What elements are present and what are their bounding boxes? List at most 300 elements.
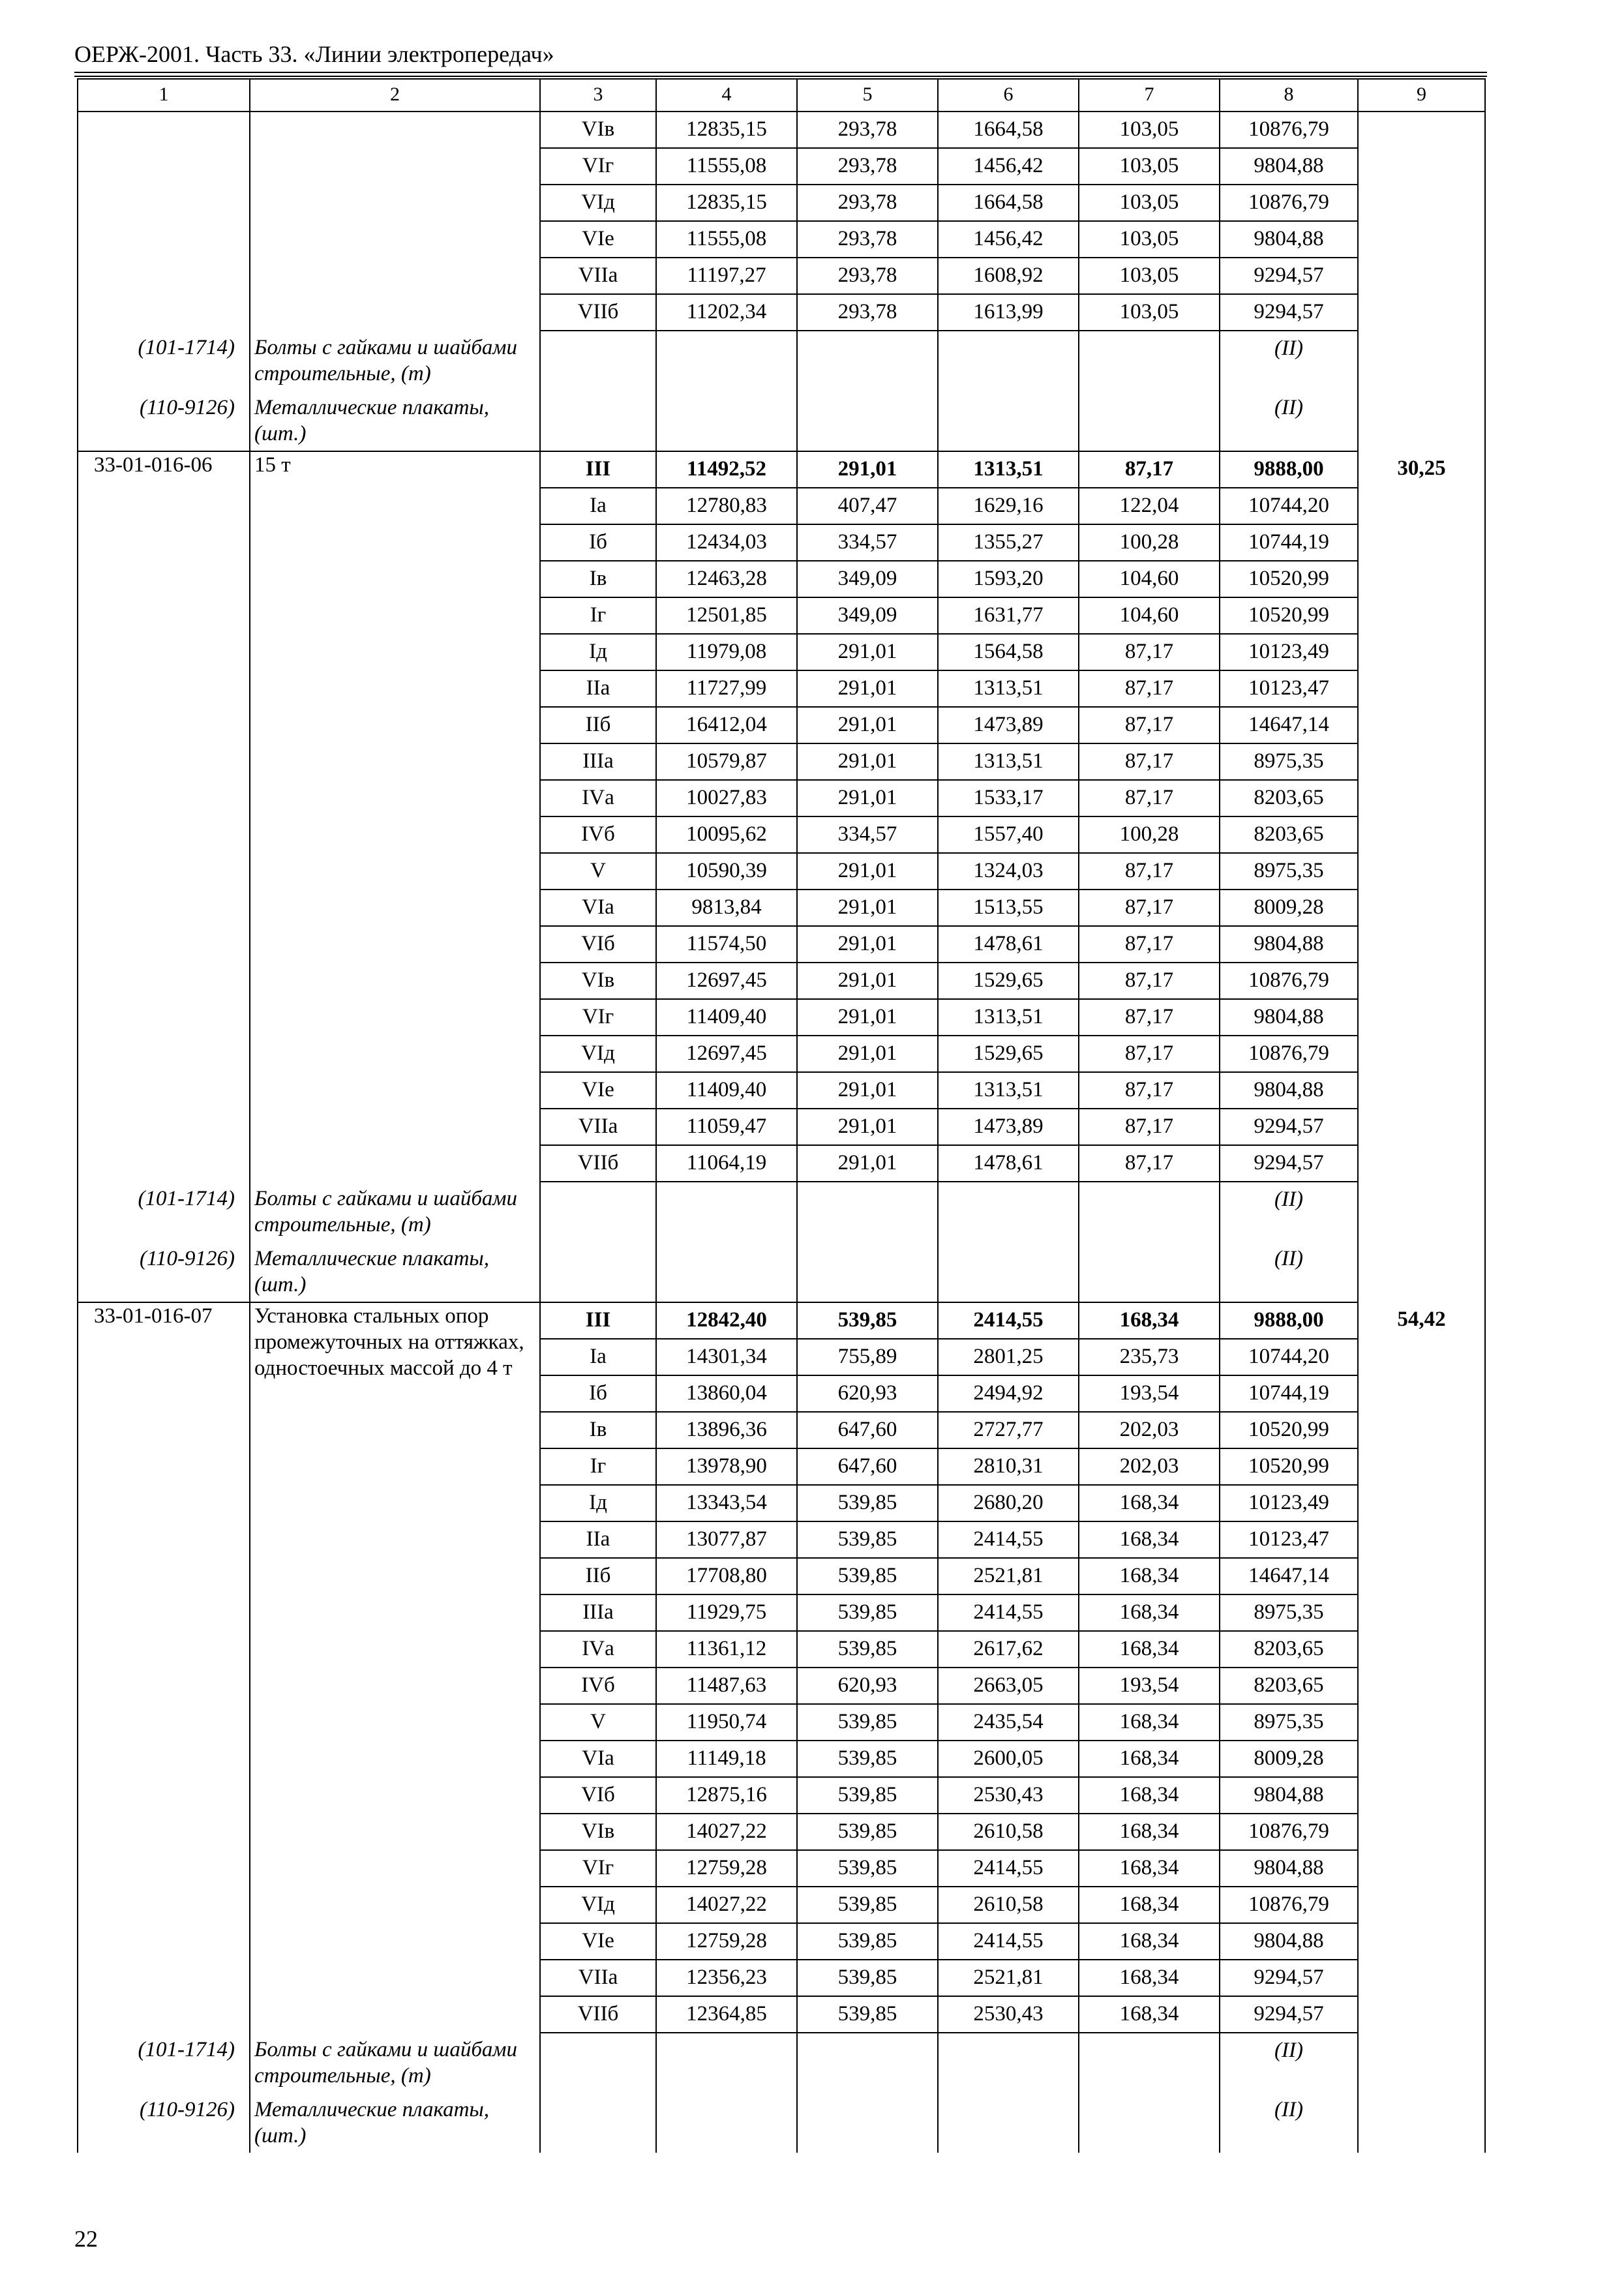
cell-col-5: 349,09 <box>797 597 938 634</box>
cell-col-4: 11202,34 <box>656 294 797 331</box>
cell-col-4: 11727,99 <box>656 670 797 707</box>
cell-col-6: 2680,20 <box>938 1485 1079 1521</box>
cell-col-7: 87,17 <box>1079 1109 1220 1145</box>
cell-col-8: 9294,57 <box>1220 294 1358 331</box>
empty-cell-col-3 <box>540 391 656 451</box>
cell-col-4: 16412,04 <box>656 707 797 743</box>
cell-col-7: 168,34 <box>1079 1923 1220 1960</box>
cell-col-3: VIа <box>540 1741 656 1777</box>
cell-col-3: IIIа <box>540 1594 656 1631</box>
rate-code: 33-01-016-06 <box>78 451 250 1182</box>
cell-col-5: 293,78 <box>797 294 938 331</box>
empty-cell-col-6 <box>938 331 1079 391</box>
cell-col-6: 1313,51 <box>938 999 1079 1036</box>
cell-col-3: Iг <box>540 597 656 634</box>
cell-col-6: 1529,65 <box>938 963 1079 999</box>
cell-col-5: 539,85 <box>797 1960 938 1996</box>
cell-col-7: 87,17 <box>1079 890 1220 926</box>
cell-col-3: VIв <box>540 112 656 148</box>
cell-col-5: 291,01 <box>797 926 938 963</box>
column-header-5: 5 <box>797 79 938 112</box>
cell-col-3: IIа <box>540 670 656 707</box>
column-header-1: 1 <box>78 79 250 112</box>
cell-col-5: 539,85 <box>797 1594 938 1631</box>
cell-col-5: 334,57 <box>797 816 938 853</box>
labor-cost: 54,42 <box>1358 1302 1485 2153</box>
material-row <box>78 331 1485 391</box>
cell-col-8: 9888,00 <box>1220 1302 1358 1339</box>
cell-col-8: 8975,35 <box>1220 1704 1358 1741</box>
cell-col-8: 9294,57 <box>1220 1996 1358 2033</box>
cell-col-6: 1608,92 <box>938 258 1079 294</box>
cell-col-4: 11361,12 <box>656 1631 797 1668</box>
cell-col-3: Iб <box>540 1375 656 1412</box>
cell-col-8: 10876,79 <box>1220 112 1358 148</box>
cell-col-8: 9804,88 <box>1220 221 1358 258</box>
cell-col-5: 293,78 <box>797 258 938 294</box>
table-row <box>78 451 1485 488</box>
cell-col-3: Iб <box>540 524 656 561</box>
cell-col-7: 168,34 <box>1079 1777 1220 1814</box>
cell-col-4: 12835,15 <box>656 185 797 221</box>
cell-col-6: 1313,51 <box>938 1072 1079 1109</box>
cell-col-5: 291,01 <box>797 743 938 780</box>
page-number: 22 <box>74 2226 98 2252</box>
cell-col-3: V <box>540 1704 656 1741</box>
cell-col-5: 291,01 <box>797 1036 938 1072</box>
header-rule <box>74 72 1487 73</box>
cell-col-6: 2414,55 <box>938 1521 1079 1558</box>
cell-col-6: 1313,51 <box>938 743 1079 780</box>
cell-col-8: 10876,79 <box>1220 1887 1358 1923</box>
cell-col-8: 8975,35 <box>1220 1594 1358 1631</box>
cell-col-4: 12759,28 <box>656 1923 797 1960</box>
cell-col-3: VIб <box>540 1777 656 1814</box>
column-header-4: 4 <box>656 79 797 112</box>
cell-col-6: 2414,55 <box>938 1923 1079 1960</box>
cell-col-4: 11409,40 <box>656 1072 797 1109</box>
cell-col-5: 539,85 <box>797 1485 938 1521</box>
cell-col-4: 11950,74 <box>656 1704 797 1741</box>
cell-col-8: 9294,57 <box>1220 258 1358 294</box>
cell-col-7: 104,60 <box>1079 597 1220 634</box>
cell-col-7: 87,17 <box>1079 999 1220 1036</box>
cell-col-4: 13978,90 <box>656 1448 797 1485</box>
labor-cost <box>1358 112 1485 451</box>
cell-col-3: VIе <box>540 1072 656 1109</box>
material-name: Болты с гайками и шайбами строительные, (т) <box>250 1182 540 1242</box>
cell-col-5: 539,85 <box>797 1923 938 1960</box>
cell-col-5: 539,85 <box>797 1558 938 1594</box>
column-header-6: 6 <box>938 79 1079 112</box>
cell-col-4: 11409,40 <box>656 999 797 1036</box>
empty-cell-col-5 <box>797 1182 938 1242</box>
cell-col-7: 168,34 <box>1079 1485 1220 1521</box>
cell-col-4: 10027,83 <box>656 780 797 816</box>
empty-cell-col-3 <box>540 331 656 391</box>
rate-name <box>250 112 540 331</box>
table-header <box>78 79 1485 112</box>
table-row <box>78 112 1485 148</box>
cell-col-4: 14301,34 <box>656 1339 797 1375</box>
cell-col-3: Iа <box>540 1339 656 1375</box>
cell-col-7: 202,03 <box>1079 1448 1220 1485</box>
empty-cell-col-7 <box>1079 2033 1220 2093</box>
cell-col-3: IVб <box>540 816 656 853</box>
table-body <box>78 112 1485 2153</box>
empty-cell-col-7 <box>1079 331 1220 391</box>
cell-col-6: 1313,51 <box>938 451 1079 488</box>
cell-col-8: 8203,65 <box>1220 780 1358 816</box>
page-header-title: ОЕРЖ-2001. Часть 33. «Линии электропередач» <box>74 41 554 67</box>
cell-col-5: 407,47 <box>797 488 938 524</box>
cell-col-6: 1564,58 <box>938 634 1079 670</box>
rates-table <box>77 78 1486 2153</box>
cell-col-6: 2600,05 <box>938 1741 1079 1777</box>
cell-col-8: 9804,88 <box>1220 1072 1358 1109</box>
cell-col-8: 10744,20 <box>1220 1339 1358 1375</box>
material-index: (II) <box>1220 2093 1358 2153</box>
cell-col-6: 1456,42 <box>938 221 1079 258</box>
cell-col-7: 103,05 <box>1079 258 1220 294</box>
material-name: Металлические плакаты, (шт.) <box>250 391 540 451</box>
cell-col-3: VIе <box>540 1923 656 1960</box>
cell-col-5: 539,85 <box>797 1996 938 2033</box>
cell-col-5: 291,01 <box>797 999 938 1036</box>
empty-cell-col-6 <box>938 1182 1079 1242</box>
cell-col-3: VIв <box>540 1814 656 1850</box>
cell-col-6: 1613,99 <box>938 294 1079 331</box>
material-name: Болты с гайками и шайбами строительные, (т) <box>250 331 540 391</box>
empty-cell-col-3 <box>540 1242 656 1302</box>
empty-cell-col-4 <box>656 391 797 451</box>
cell-col-6: 1664,58 <box>938 112 1079 148</box>
column-header-2: 2 <box>250 79 540 112</box>
cell-col-5: 291,01 <box>797 1072 938 1109</box>
cell-col-5: 293,78 <box>797 221 938 258</box>
cell-col-3: IVа <box>540 780 656 816</box>
cell-col-3: IIб <box>540 707 656 743</box>
cell-col-6: 1478,61 <box>938 1145 1079 1182</box>
cell-col-8: 10123,47 <box>1220 1521 1358 1558</box>
cell-col-7: 103,05 <box>1079 221 1220 258</box>
cell-col-7: 168,34 <box>1079 1814 1220 1850</box>
cell-col-6: 2801,25 <box>938 1339 1079 1375</box>
cell-col-5: 291,01 <box>797 670 938 707</box>
cell-col-7: 87,17 <box>1079 707 1220 743</box>
cell-col-3: VIIа <box>540 258 656 294</box>
empty-cell-col-7 <box>1079 1242 1220 1302</box>
cell-col-5: 539,85 <box>797 1631 938 1668</box>
cell-col-8: 9804,88 <box>1220 1923 1358 1960</box>
cell-col-7: 103,05 <box>1079 185 1220 221</box>
cell-col-8: 9888,00 <box>1220 451 1358 488</box>
cell-col-3: III <box>540 1302 656 1339</box>
material-code: (110-9126) <box>78 1242 250 1302</box>
cell-col-4: 13860,04 <box>656 1375 797 1412</box>
cell-col-4: 12364,85 <box>656 1996 797 2033</box>
cell-col-3: IVб <box>540 1668 656 1704</box>
cell-col-7: 87,17 <box>1079 451 1220 488</box>
cell-col-5: 620,93 <box>797 1668 938 1704</box>
cell-col-5: 647,60 <box>797 1448 938 1485</box>
cell-col-6: 1631,77 <box>938 597 1079 634</box>
cell-col-7: 168,34 <box>1079 1631 1220 1668</box>
cell-col-7: 87,17 <box>1079 853 1220 890</box>
cell-col-8: 10520,99 <box>1220 561 1358 597</box>
cell-col-4: 12501,85 <box>656 597 797 634</box>
cell-col-3: VIд <box>540 1036 656 1072</box>
cell-col-6: 1355,27 <box>938 524 1079 561</box>
cell-col-3: V <box>540 853 656 890</box>
cell-col-4: 12434,03 <box>656 524 797 561</box>
cell-col-3: VIIа <box>540 1960 656 1996</box>
cell-col-4: 12759,28 <box>656 1850 797 1887</box>
material-index: (II) <box>1220 1182 1358 1242</box>
cell-col-8: 9804,88 <box>1220 1850 1358 1887</box>
cell-col-7: 104,60 <box>1079 561 1220 597</box>
cell-col-6: 1456,42 <box>938 148 1079 185</box>
material-code: (110-9126) <box>78 391 250 451</box>
material-code: (101-1714) <box>78 1182 250 1242</box>
cell-col-4: 11149,18 <box>656 1741 797 1777</box>
material-index: (II) <box>1220 2033 1358 2093</box>
cell-col-4: 12697,45 <box>656 963 797 999</box>
cell-col-8: 9804,88 <box>1220 148 1358 185</box>
empty-cell-col-7 <box>1079 391 1220 451</box>
cell-col-3: Iв <box>540 561 656 597</box>
table-row <box>78 1302 1485 1339</box>
empty-cell-col-6 <box>938 391 1079 451</box>
cell-col-7: 168,34 <box>1079 1594 1220 1631</box>
cell-col-7: 235,73 <box>1079 1339 1220 1375</box>
empty-cell-col-7 <box>1079 1182 1220 1242</box>
labor-cost: 30,25 <box>1358 451 1485 1302</box>
cell-col-5: 539,85 <box>797 1741 938 1777</box>
cell-col-4: 14027,22 <box>656 1814 797 1850</box>
cell-col-3: Iд <box>540 634 656 670</box>
material-row <box>78 1182 1485 1242</box>
empty-cell-col-4 <box>656 1182 797 1242</box>
cell-col-3: VIд <box>540 185 656 221</box>
cell-col-7: 87,17 <box>1079 780 1220 816</box>
cell-col-6: 1529,65 <box>938 1036 1079 1072</box>
material-code: (101-1714) <box>78 331 250 391</box>
cell-col-7: 168,34 <box>1079 1521 1220 1558</box>
cell-col-5: 539,85 <box>797 1302 938 1339</box>
cell-col-6: 2414,55 <box>938 1850 1079 1887</box>
empty-cell-col-7 <box>1079 2093 1220 2153</box>
cell-col-3: III <box>540 451 656 488</box>
cell-col-6: 1478,61 <box>938 926 1079 963</box>
cell-col-5: 539,85 <box>797 1777 938 1814</box>
cell-col-5: 291,01 <box>797 780 938 816</box>
material-row <box>78 391 1485 451</box>
cell-col-7: 87,17 <box>1079 743 1220 780</box>
cell-col-4: 11064,19 <box>656 1145 797 1182</box>
cell-col-4: 11492,52 <box>656 451 797 488</box>
cell-col-7: 168,34 <box>1079 1741 1220 1777</box>
cell-col-8: 9294,57 <box>1220 1960 1358 1996</box>
cell-col-8: 10876,79 <box>1220 1036 1358 1072</box>
cell-col-6: 2414,55 <box>938 1594 1079 1631</box>
cell-col-5: 291,01 <box>797 963 938 999</box>
cell-col-3: Iа <box>540 488 656 524</box>
material-row <box>78 2093 1485 2153</box>
rate-code <box>78 112 250 331</box>
empty-cell-col-3 <box>540 1182 656 1242</box>
cell-col-5: 291,01 <box>797 707 938 743</box>
empty-cell-col-4 <box>656 1242 797 1302</box>
empty-cell-col-3 <box>540 2033 656 2093</box>
cell-col-7: 87,17 <box>1079 670 1220 707</box>
empty-cell-col-6 <box>938 2033 1079 2093</box>
rate-name: Установка стальных опор промежуточных на оттяжках, одностоечных массой до 4 т <box>250 1302 540 2033</box>
empty-cell-col-4 <box>656 2093 797 2153</box>
cell-col-5: 539,85 <box>797 1850 938 1887</box>
cell-col-7: 168,34 <box>1079 1302 1220 1339</box>
cell-col-8: 10123,47 <box>1220 670 1358 707</box>
empty-cell-col-6 <box>938 2093 1079 2153</box>
rate-code: 33-01-016-07 <box>78 1302 250 2033</box>
cell-col-3: VIг <box>540 1850 656 1887</box>
cell-col-4: 11929,75 <box>656 1594 797 1631</box>
cell-col-6: 1629,16 <box>938 488 1079 524</box>
cell-col-7: 87,17 <box>1079 926 1220 963</box>
cell-col-4: 12835,15 <box>656 112 797 148</box>
cell-col-6: 2810,31 <box>938 1448 1079 1485</box>
cell-col-7: 87,17 <box>1079 963 1220 999</box>
empty-cell-col-5 <box>797 2033 938 2093</box>
cell-col-6: 2494,92 <box>938 1375 1079 1412</box>
cell-col-4: 9813,84 <box>656 890 797 926</box>
cell-col-4: 11979,08 <box>656 634 797 670</box>
cell-col-7: 168,34 <box>1079 1850 1220 1887</box>
cell-col-7: 87,17 <box>1079 1036 1220 1072</box>
cell-col-6: 1324,03 <box>938 853 1079 890</box>
cell-col-5: 539,85 <box>797 1887 938 1923</box>
cell-col-8: 8203,65 <box>1220 1668 1358 1704</box>
cell-col-4: 10095,62 <box>656 816 797 853</box>
cell-col-4: 12875,16 <box>656 1777 797 1814</box>
cell-col-3: Iд <box>540 1485 656 1521</box>
cell-col-7: 103,05 <box>1079 112 1220 148</box>
cell-col-8: 10744,19 <box>1220 1375 1358 1412</box>
cell-col-8: 8975,35 <box>1220 853 1358 890</box>
material-name: Болты с гайками и шайбами строительные, (т) <box>250 2033 540 2093</box>
cell-col-6: 2414,55 <box>938 1302 1079 1339</box>
cell-col-7: 122,04 <box>1079 488 1220 524</box>
cell-col-6: 1533,17 <box>938 780 1079 816</box>
cell-col-5: 620,93 <box>797 1375 938 1412</box>
cell-col-4: 14027,22 <box>656 1887 797 1923</box>
cell-col-7: 168,34 <box>1079 1558 1220 1594</box>
cell-col-8: 9294,57 <box>1220 1109 1358 1145</box>
cell-col-6: 2435,54 <box>938 1704 1079 1741</box>
cell-col-5: 755,89 <box>797 1339 938 1375</box>
empty-cell-col-4 <box>656 2033 797 2093</box>
cell-col-4: 13343,54 <box>656 1485 797 1521</box>
cell-col-5: 291,01 <box>797 890 938 926</box>
cell-col-6: 2530,43 <box>938 1777 1079 1814</box>
cell-col-5: 291,01 <box>797 451 938 488</box>
rate-name: 15 т <box>250 451 540 1182</box>
empty-cell-col-5 <box>797 2093 938 2153</box>
cell-col-6: 1513,55 <box>938 890 1079 926</box>
cell-col-8: 10520,99 <box>1220 1412 1358 1448</box>
empty-cell-col-5 <box>797 391 938 451</box>
cell-col-6: 2727,77 <box>938 1412 1079 1448</box>
cell-col-8: 8975,35 <box>1220 743 1358 780</box>
cell-col-5: 291,01 <box>797 853 938 890</box>
cell-col-4: 12842,40 <box>656 1302 797 1339</box>
empty-cell-col-5 <box>797 331 938 391</box>
cell-col-6: 2610,58 <box>938 1887 1079 1923</box>
cell-col-3: IIа <box>540 1521 656 1558</box>
cell-col-4: 11555,08 <box>656 148 797 185</box>
cell-col-8: 8203,65 <box>1220 816 1358 853</box>
cell-col-8: 10744,20 <box>1220 488 1358 524</box>
cell-col-7: 202,03 <box>1079 1412 1220 1448</box>
cell-col-3: VIв <box>540 963 656 999</box>
material-name: Металлические плакаты, (шт.) <box>250 2093 540 2153</box>
cell-col-8: 10520,99 <box>1220 1448 1358 1485</box>
cell-col-7: 87,17 <box>1079 1145 1220 1182</box>
cell-col-6: 1557,40 <box>938 816 1079 853</box>
cell-col-8: 10876,79 <box>1220 185 1358 221</box>
cell-col-8: 9804,88 <box>1220 999 1358 1036</box>
cell-col-8: 9804,88 <box>1220 926 1358 963</box>
cell-col-5: 293,78 <box>797 148 938 185</box>
cell-col-5: 291,01 <box>797 1145 938 1182</box>
cell-col-7: 168,34 <box>1079 1996 1220 2033</box>
cell-col-4: 12780,83 <box>656 488 797 524</box>
material-code: (110-9126) <box>78 2093 250 2153</box>
cell-col-8: 14647,14 <box>1220 707 1358 743</box>
empty-cell-col-6 <box>938 1242 1079 1302</box>
cell-col-7: 193,54 <box>1079 1668 1220 1704</box>
cell-col-3: Iв <box>540 1412 656 1448</box>
cell-col-4: 11555,08 <box>656 221 797 258</box>
cell-col-4: 12356,23 <box>656 1960 797 1996</box>
cell-col-7: 103,05 <box>1079 148 1220 185</box>
cell-col-6: 2521,81 <box>938 1558 1079 1594</box>
cell-col-7: 100,28 <box>1079 524 1220 561</box>
cell-col-8: 10520,99 <box>1220 597 1358 634</box>
cell-col-4: 10590,39 <box>656 853 797 890</box>
cell-col-4: 11059,47 <box>656 1109 797 1145</box>
cell-col-5: 291,01 <box>797 1109 938 1145</box>
cell-col-8: 10123,49 <box>1220 634 1358 670</box>
cell-col-5: 539,85 <box>797 1704 938 1741</box>
header-rule-double <box>74 76 1487 77</box>
column-header-8: 8 <box>1220 79 1358 112</box>
cell-col-8: 9804,88 <box>1220 1777 1358 1814</box>
column-header-7: 7 <box>1079 79 1220 112</box>
cell-col-6: 1473,89 <box>938 1109 1079 1145</box>
empty-cell-col-4 <box>656 331 797 391</box>
cell-col-5: 293,78 <box>797 112 938 148</box>
cell-col-4: 12463,28 <box>656 561 797 597</box>
cell-col-6: 2530,43 <box>938 1996 1079 2033</box>
material-index: (II) <box>1220 331 1358 391</box>
cell-col-7: 103,05 <box>1079 294 1220 331</box>
cell-col-7: 168,34 <box>1079 1960 1220 1996</box>
cell-col-5: 539,85 <box>797 1521 938 1558</box>
cell-col-6: 1593,20 <box>938 561 1079 597</box>
cell-col-8: 10876,79 <box>1220 963 1358 999</box>
cell-col-4: 11197,27 <box>656 258 797 294</box>
